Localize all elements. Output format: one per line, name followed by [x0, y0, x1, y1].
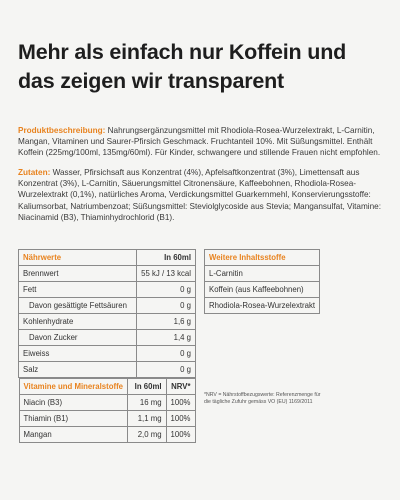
other-ingredient: L-Carnitin: [205, 266, 320, 282]
other-header-row: [205, 250, 320, 266]
vitamins-header-nrv: NRV*: [166, 379, 195, 395]
nutrition-row-value: 0 g: [137, 362, 196, 378]
table-row: [19, 282, 196, 298]
list-item: [205, 298, 320, 314]
vitamin-row-nrv: 100%: [166, 411, 195, 427]
nutrition-row-value: 55 kJ / 13 kcal: [137, 266, 196, 282]
product-description-label: Produktbeschreibung:: [18, 126, 106, 135]
nutrition-row-value: 0 g: [137, 346, 196, 362]
list-item: [205, 282, 320, 298]
nutrition-row-value: 0 g: [137, 282, 196, 298]
nutrition-header-value: In 60ml: [137, 250, 196, 266]
vitamin-row-nrv: 100%: [166, 427, 195, 443]
table-row: [19, 298, 196, 314]
vitamin-row-nrv: 100%: [166, 395, 195, 411]
ingredients-label: Zutaten:: [18, 168, 51, 177]
product-description-text: Nahrungsergänzungsmittel mit Rhodiola-Rosea-Wurzelextrakt, L-Carnitin, Mangan, Vitaminen und Saurer-Pfirsich Geschmack. Fruchtanteil 10%. Mit Süßungsmittel. Enthält Koffein (225mg/100ml, 135mg/60ml). Für Kinder, schwangere und stillende Frauen nicht empfohlen.: [18, 126, 381, 158]
nrv-footnote: *NRV = Nährstoffbezugswerte: Referenzmenge für die tägliche Zufuhr gemäss VO (EU) 1169/2011: [204, 392, 321, 405]
table-row: [19, 346, 196, 362]
table-row: [19, 395, 195, 411]
vitamin-row-value: 16 mg: [128, 395, 167, 411]
vitamin-row-label: Thiamin (B1): [19, 411, 128, 427]
vitamin-row-value: 2,0 mg: [128, 427, 167, 443]
nutrition-row-label: Fett: [19, 282, 137, 298]
nutrition-row-label: Eiweiss: [19, 346, 137, 362]
product-description: [18, 125, 386, 159]
nutrition-row-value: 1,4 g: [137, 330, 196, 346]
nutrition-row-label: Brennwert: [19, 266, 137, 282]
vitamins-section: [19, 378, 196, 444]
other-ingredient: Koffein (aus Kaffeebohnen): [205, 282, 320, 298]
vitamin-row-label: Mangan: [19, 427, 128, 443]
list-item: [205, 266, 320, 282]
other-ingredients-table: [204, 249, 320, 314]
table-row: [19, 427, 195, 443]
other-ingredients-header: Weitere Inhaltsstoffe: [205, 250, 320, 266]
vitamin-row-value: 1,1 mg: [128, 411, 167, 427]
table-row: [19, 314, 196, 330]
vitamins-header-value: In 60ml: [128, 379, 167, 395]
table-row: [19, 411, 195, 427]
nutrition-row-value: 0 g: [137, 298, 196, 314]
page-title: Mehr als einfach nur Koffein und das zeigen wir transparent: [18, 40, 347, 93]
other-ingredient: Rhodiola-Rosea-Wurzelextrakt: [205, 298, 320, 314]
nutrition-row-value: 1,6 g: [137, 314, 196, 330]
nutrition-row-label: Salz: [19, 362, 137, 378]
nutrition-header-row: [19, 250, 196, 266]
nutrition-row-label: Davon gesättigte Fettsäuren: [19, 298, 137, 314]
vitamins-header-label: Vitamine und Mineralstoffe: [19, 379, 128, 395]
vitamin-row-label: Niacin (B3): [19, 395, 128, 411]
vitamins-table: [19, 378, 196, 443]
table-row: [19, 362, 196, 378]
ingredients-text: Wasser, Pfirsichsaft aus Konzentrat (4%), Apfelsaftkonzentrat (3%), Limettensaft aus Konzentrat (3%), L-Carnitin, Säuerungsmittel Citronensäure, Kaffeebohnen, Rhodiola-Rosea-Wurzelextrakt (0,1%), natürliches Aroma, Verdickungsmittel Guarkernmehl, Konservierungsstoffe: Kaliumsorbat, Natriumbenzoat; Süßungsmittel: Steviolglycoside aus Stevia; Mangansulfat, Vitamine: Niacinamid (B3), Thiaminhydrochlorid (B1).: [18, 168, 382, 222]
table-row: [19, 330, 196, 346]
nutrition-header-label: Nährwerte: [19, 250, 137, 266]
table-row: [19, 266, 196, 282]
nutrition-row-label: Davon Zucker: [19, 330, 137, 346]
nutrition-row-label: Kohlenhydrate: [19, 314, 137, 330]
vitamins-header-row: [19, 379, 195, 395]
ingredients: [18, 167, 386, 223]
nutrition-table: [18, 249, 196, 443]
